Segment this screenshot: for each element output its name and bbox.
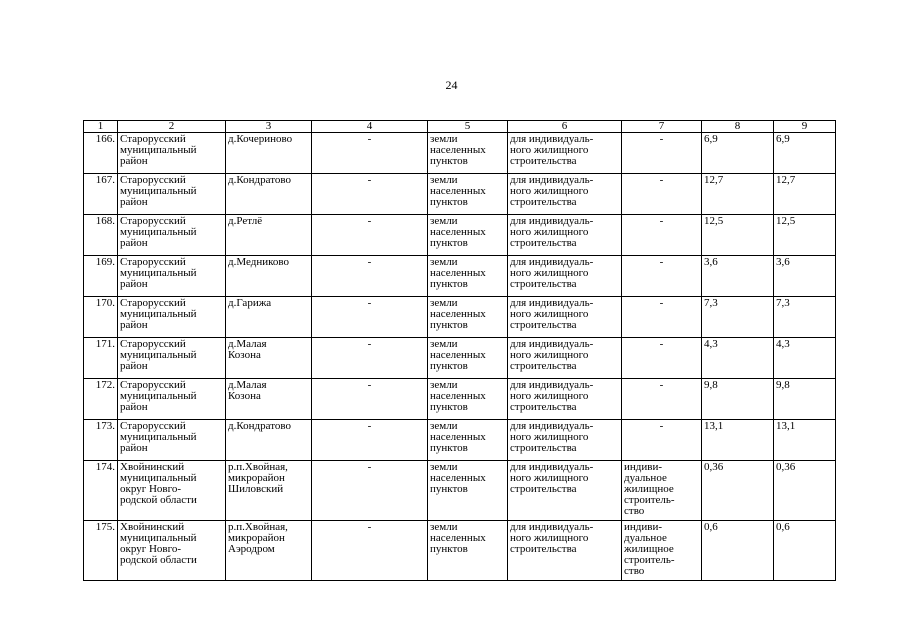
area-value-cell: 4,3 (702, 338, 774, 379)
table-row (84, 133, 836, 174)
column-7-cell: индиви- дуальное жилищное строитель- ство (622, 521, 702, 581)
land-category-cell: земли населенных пунктов (428, 297, 508, 338)
column-7-cell: - (622, 174, 702, 215)
area-total-cell: 9,8 (774, 379, 836, 420)
municipality-cell: Старорусский муниципальный район (118, 297, 226, 338)
land-category-cell: земли населенных пунктов (428, 174, 508, 215)
land-category-cell: земли населенных пунктов (428, 338, 508, 379)
municipality-cell: Старорусский муниципальный район (118, 133, 226, 174)
column-4-cell: - (312, 215, 428, 256)
column-header: 8 (702, 121, 774, 133)
table-row (84, 420, 836, 461)
column-4-cell: - (312, 420, 428, 461)
column-4-cell: - (312, 256, 428, 297)
area-total-cell: 13,1 (774, 420, 836, 461)
locality-cell: д.Медниково (226, 256, 312, 297)
municipality-cell: Старорусский муниципальный район (118, 256, 226, 297)
row-number-cell: 172. (84, 379, 118, 420)
column-header: 4 (312, 121, 428, 133)
column-7-cell: - (622, 215, 702, 256)
municipality-cell: Старорусский муниципальный район (118, 379, 226, 420)
column-4-cell: - (312, 174, 428, 215)
column-header: 9 (774, 121, 836, 133)
municipality-cell: Старорусский муниципальный район (118, 420, 226, 461)
area-total-cell: 0,6 (774, 521, 836, 581)
table-row (84, 461, 836, 521)
area-value-cell: 9,8 (702, 379, 774, 420)
column-7-cell: - (622, 379, 702, 420)
land-category-cell: земли населенных пунктов (428, 379, 508, 420)
row-number-cell: 167. (84, 174, 118, 215)
column-4-cell: - (312, 521, 428, 581)
municipality-cell: Хвойнинский муниципальный округ Новго- родской области (118, 521, 226, 581)
area-value-cell: 6,9 (702, 133, 774, 174)
column-7-cell: индиви- дуальное жилищное строитель- ство (622, 461, 702, 521)
table-row (84, 215, 836, 256)
locality-cell: д.Кондратово (226, 420, 312, 461)
land-category-cell: земли населенных пунктов (428, 256, 508, 297)
area-value-cell: 13,1 (702, 420, 774, 461)
column-header: 2 (118, 121, 226, 133)
page-number: 24 (445, 78, 458, 92)
municipality-cell: Старорусский муниципальный район (118, 174, 226, 215)
area-total-cell: 0,36 (774, 461, 836, 521)
table-row (84, 256, 836, 297)
column-header: 6 (508, 121, 622, 133)
locality-cell: д.Кондратово (226, 174, 312, 215)
permitted-use-cell: для индивидуаль- ного жилищного строительства (508, 133, 622, 174)
column-header: 5 (428, 121, 508, 133)
column-7-cell: - (622, 338, 702, 379)
column-4-cell: - (312, 133, 428, 174)
land-plots-table (83, 120, 836, 581)
column-header: 1 (84, 121, 118, 133)
municipality-cell: Старорусский муниципальный район (118, 215, 226, 256)
land-category-cell: земли населенных пунктов (428, 215, 508, 256)
permitted-use-cell: для индивидуаль- ного жилищного строительства (508, 215, 622, 256)
row-number-cell: 173. (84, 420, 118, 461)
column-4-cell: - (312, 461, 428, 521)
row-number-cell: 169. (84, 256, 118, 297)
column-7-cell: - (622, 297, 702, 338)
permitted-use-cell: для индивидуаль- ного жилищного строительства (508, 297, 622, 338)
row-number-cell: 166. (84, 133, 118, 174)
area-total-cell: 3,6 (774, 256, 836, 297)
row-number-cell: 171. (84, 338, 118, 379)
table-row (84, 379, 836, 420)
column-4-cell: - (312, 338, 428, 379)
column-4-cell: - (312, 297, 428, 338)
area-value-cell: 12,5 (702, 215, 774, 256)
area-total-cell: 12,5 (774, 215, 836, 256)
area-total-cell: 4,3 (774, 338, 836, 379)
column-4-cell: - (312, 379, 428, 420)
area-value-cell: 0,6 (702, 521, 774, 581)
locality-cell: д.Малая Козона (226, 338, 312, 379)
column-number-row (84, 121, 836, 133)
table-row (84, 297, 836, 338)
land-category-cell: земли населенных пунктов (428, 521, 508, 581)
table-row (84, 521, 836, 581)
area-total-cell: 12,7 (774, 174, 836, 215)
area-total-cell: 6,9 (774, 133, 836, 174)
column-header: 7 (622, 121, 702, 133)
area-value-cell: 12,7 (702, 174, 774, 215)
permitted-use-cell: для индивидуаль- ного жилищного строительства (508, 174, 622, 215)
locality-cell: р.п.Хвойная, микрорайон Аэродром (226, 521, 312, 581)
municipality-cell: Старорусский муниципальный район (118, 338, 226, 379)
permitted-use-cell: для индивидуаль- ного жилищного строительства (508, 521, 622, 581)
permitted-use-cell: для индивидуаль- ного жилищного строительства (508, 338, 622, 379)
area-total-cell: 7,3 (774, 297, 836, 338)
permitted-use-cell: для индивидуаль- ного жилищного строительства (508, 420, 622, 461)
area-value-cell: 3,6 (702, 256, 774, 297)
table-row (84, 174, 836, 215)
column-7-cell: - (622, 420, 702, 461)
locality-cell: р.п.Хвойная, микрорайон Шиловский (226, 461, 312, 521)
locality-cell: д.Ретлё (226, 215, 312, 256)
row-number-cell: 168. (84, 215, 118, 256)
permitted-use-cell: для индивидуаль- ного жилищного строительства (508, 256, 622, 297)
permitted-use-cell: для индивидуаль- ного жилищного строительства (508, 461, 622, 521)
locality-cell: д.Малая Козона (226, 379, 312, 420)
row-number-cell: 170. (84, 297, 118, 338)
column-header: 3 (226, 121, 312, 133)
locality-cell: д.Кочериново (226, 133, 312, 174)
permitted-use-cell: для индивидуаль- ного жилищного строительства (508, 379, 622, 420)
column-7-cell: - (622, 256, 702, 297)
land-category-cell: земли населенных пунктов (428, 133, 508, 174)
table-row (84, 338, 836, 379)
area-value-cell: 0,36 (702, 461, 774, 521)
municipality-cell: Хвойнинский муниципальный округ Новго- родской области (118, 461, 226, 521)
land-category-cell: земли населенных пунктов (428, 461, 508, 521)
row-number-cell: 174. (84, 461, 118, 521)
locality-cell: д.Гарижа (226, 297, 312, 338)
row-number-cell: 175. (84, 521, 118, 581)
land-category-cell: земли населенных пунктов (428, 420, 508, 461)
column-7-cell: - (622, 133, 702, 174)
area-value-cell: 7,3 (702, 297, 774, 338)
